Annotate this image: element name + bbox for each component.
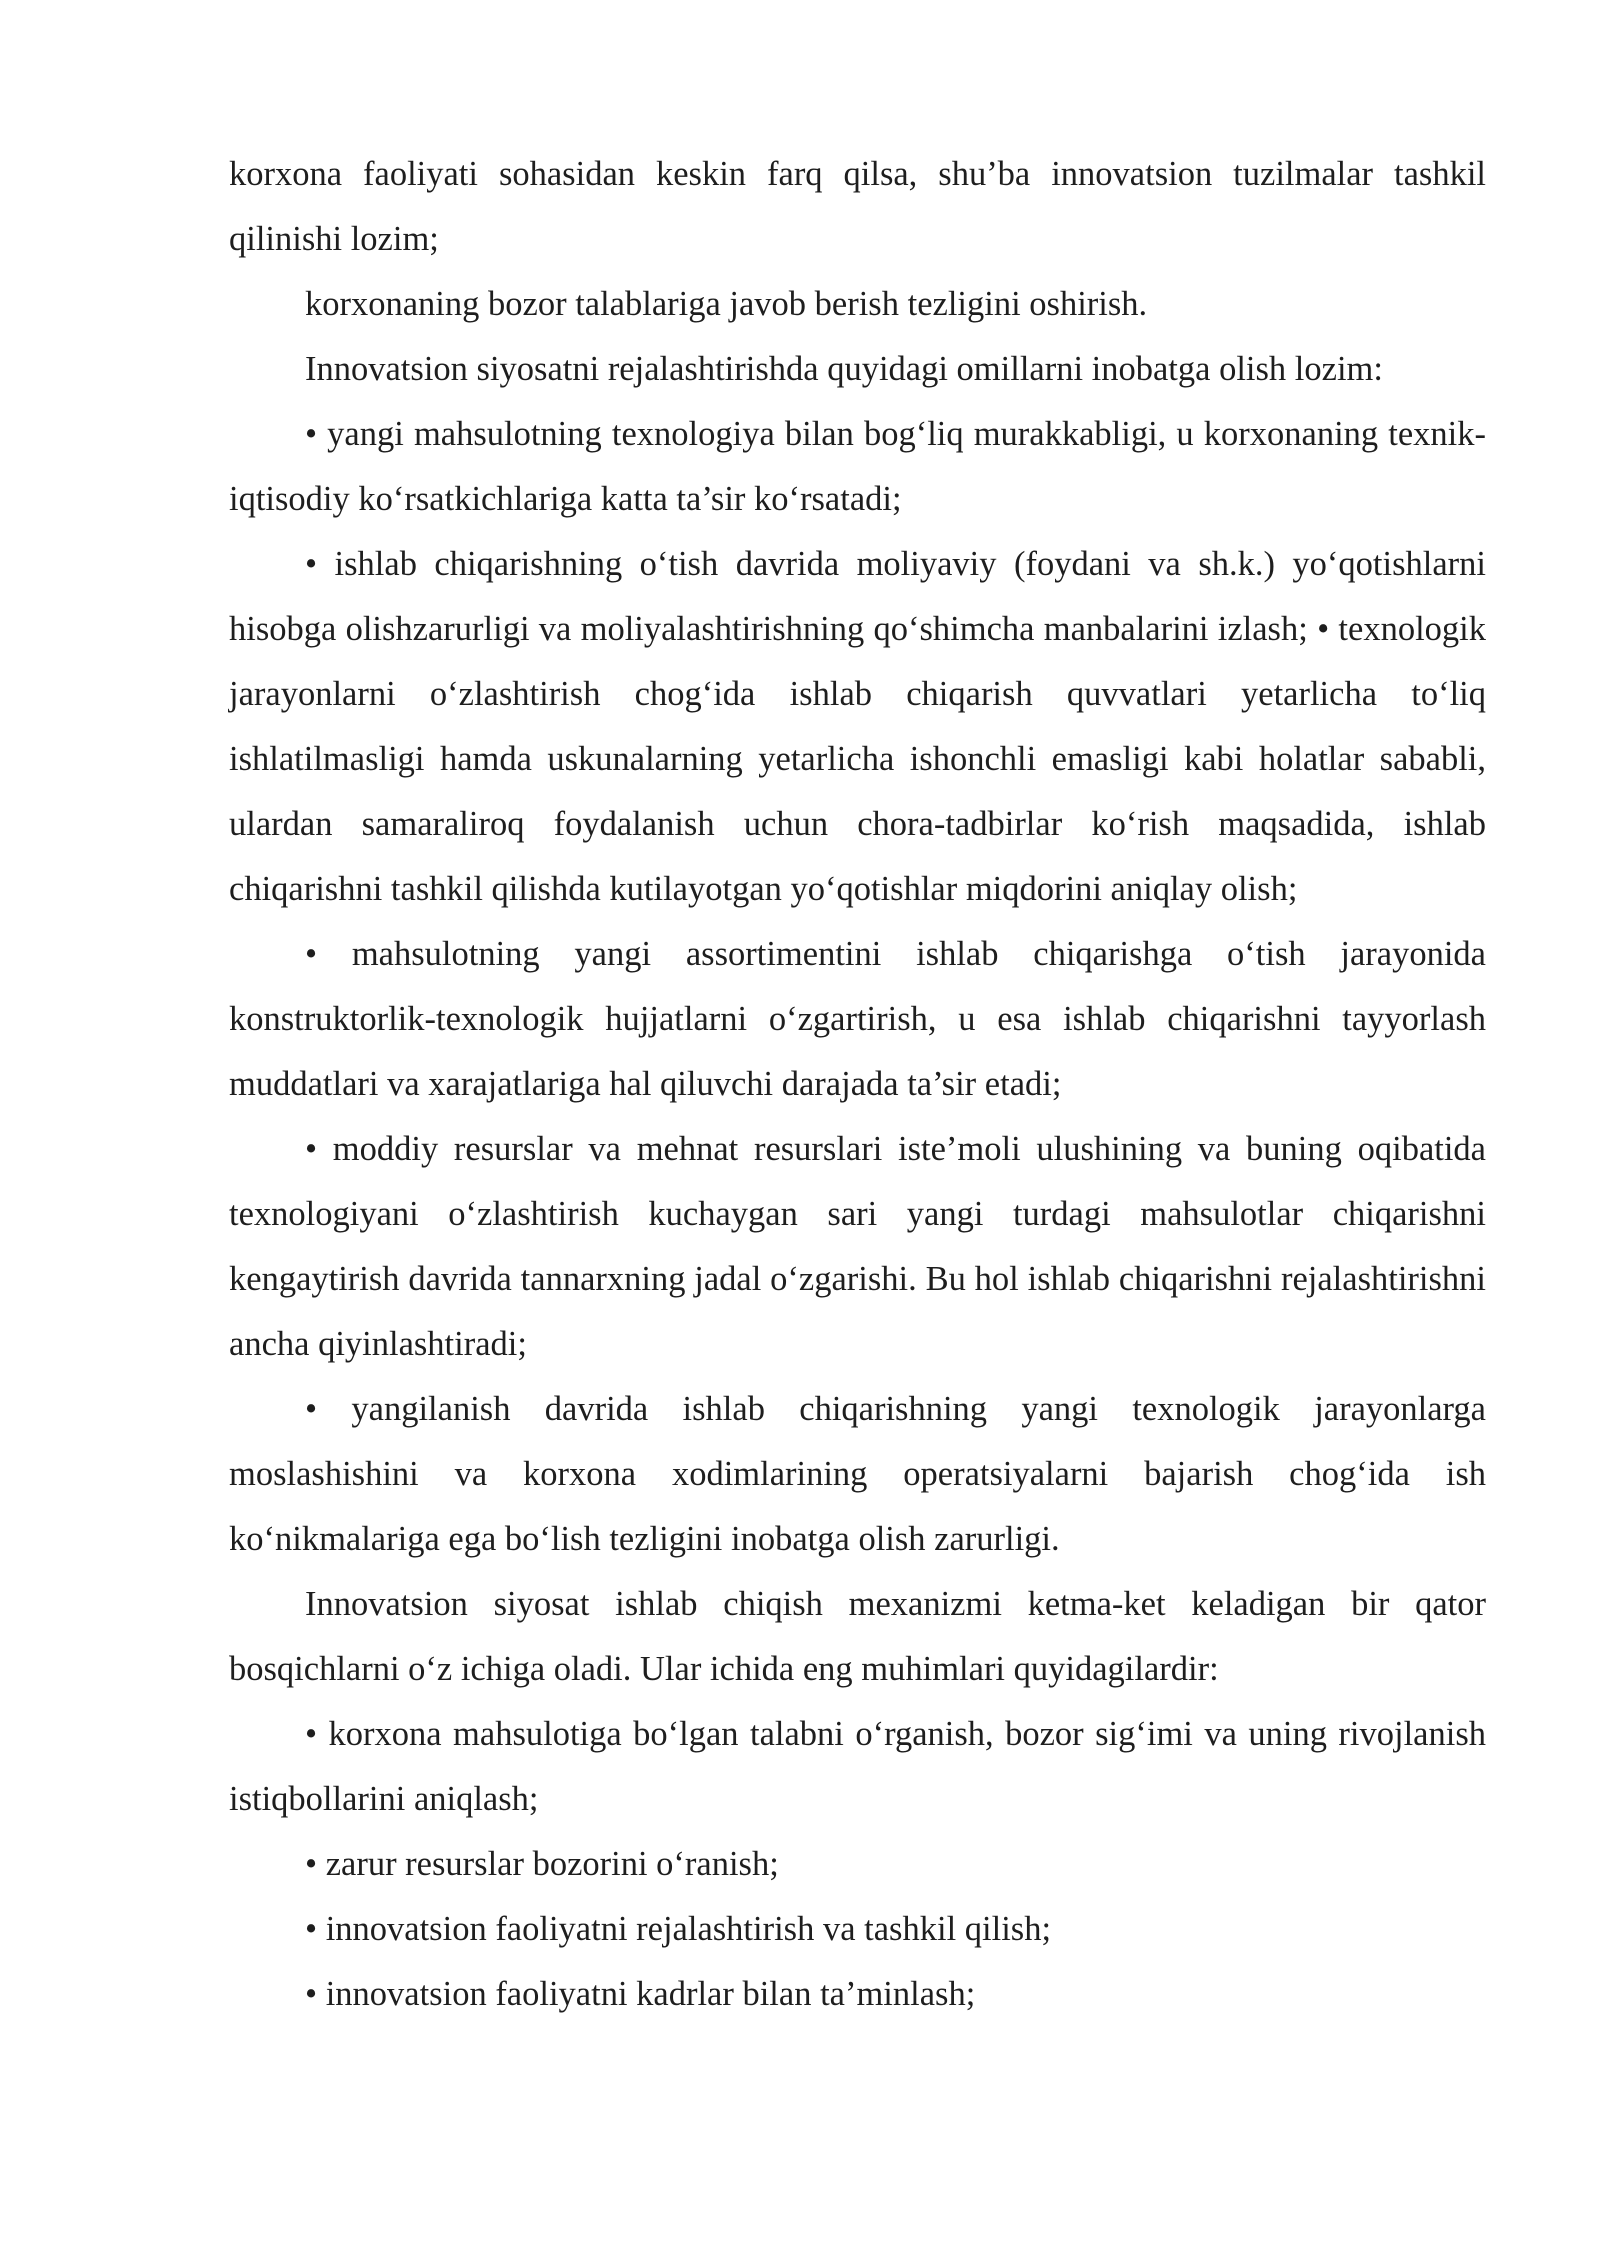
bullet-item: • yangilanish davrida ishlab chiqarishning yangi texnologik jarayonlarga moslashishini va korxona xodimlarining operatsiyalarni bajarish chog‘ida ish ko‘nikmalariga ega bo‘lish tezligini inobatga olish zarurligi.	[229, 1390, 1486, 1558]
bullet-item: • yangi mahsulotning texnologiya bilan bog‘liq murakkabligi, u korxonaning texnik-iqtisodiy ko‘rsatkichlariga katta ta’sir ko‘rsatadi;	[229, 415, 1486, 518]
paragraph-planning-factors-intro: Innovatsion siyosatni rejalashtirishda quyidagi omillarni inobatga olish lozim:	[305, 350, 1383, 388]
paragraph-market-speed: korxonaning bozor talablariga javob berish tezligini oshirish.	[305, 285, 1148, 323]
paragraph-continuation: korxona faoliyati sohasidan keskin farq qilsa, shu’ba innovatsion tuzilmalar tashkil qilinishi lozim;	[229, 155, 1486, 258]
paragraph-mechanism-intro: Innovatsion siyosat ishlab chiqish mexanizmi ketma-ket keladigan bir qator bosqichlarni o‘z ichiga oladi. Ular ichida eng muhimlari quyidagilardir:	[229, 1585, 1486, 1688]
bullet-item: • zarur resurslar bozorini o‘ranish;	[305, 1845, 779, 1883]
document-page	[229, 142, 1486, 2027]
bullet-item: • ishlab chiqarishning o‘tish davrida moliyaviy (foydani va sh.k.) yo‘qotishlarni hisobga olishzarurligi va moliyalashtirishning qo‘shimcha manbalarini izlash; • texnologik jarayonlarni o‘zlashtirish chog‘ida ishlab chiqarish quvvatlari yetarlicha to‘liq ishlatilmasligi hamda uskunalarning yetarlicha ishonchli emasligi kabi holatlar sababli, ulardan samaraliroq foydalanish uchun chora-tadbirlar ko‘rish maqsadida, ishlab chiqarishni tashkil qilishda kutilayotgan yo‘qotishlar miqdorini aniqlay olish;	[229, 545, 1486, 908]
bullet-item: • innovatsion faoliyatni kadrlar bilan ta’minlash;	[305, 1975, 976, 2013]
bullet-item: • mahsulotning yangi assortimentini ishlab chiqarishga o‘tish jarayonida konstruktorlik-texnologik hujjatlarni o‘zgartirish, u esa ishlab chiqarishni tayyorlash muddatlari va xarajatlariga hal qiluvchi darajada ta’sir etadi;	[229, 935, 1486, 1103]
bullet-item: • moddiy resurslar va mehnat resurslari iste’moli ulushining va buning oqibatida texnologiyani o‘zlashtirish kuchaygan sari yangi turdagi mahsulotlar chiqarishni kengaytirish davrida tannarxning jadal o‘zgarishi. Bu hol ishlab chiqarishni rejalashtirishni ancha qiyinlashtiradi;	[229, 1130, 1486, 1363]
bullet-item: • innovatsion faoliyatni rejalashtirish va tashkil qilish;	[305, 1910, 1052, 1948]
bullet-item: • korxona mahsulotiga bo‘lgan talabni o‘rganish, bozor sig‘imi va uning rivojlanish istiqbollarini aniqlash;	[229, 1715, 1486, 1818]
